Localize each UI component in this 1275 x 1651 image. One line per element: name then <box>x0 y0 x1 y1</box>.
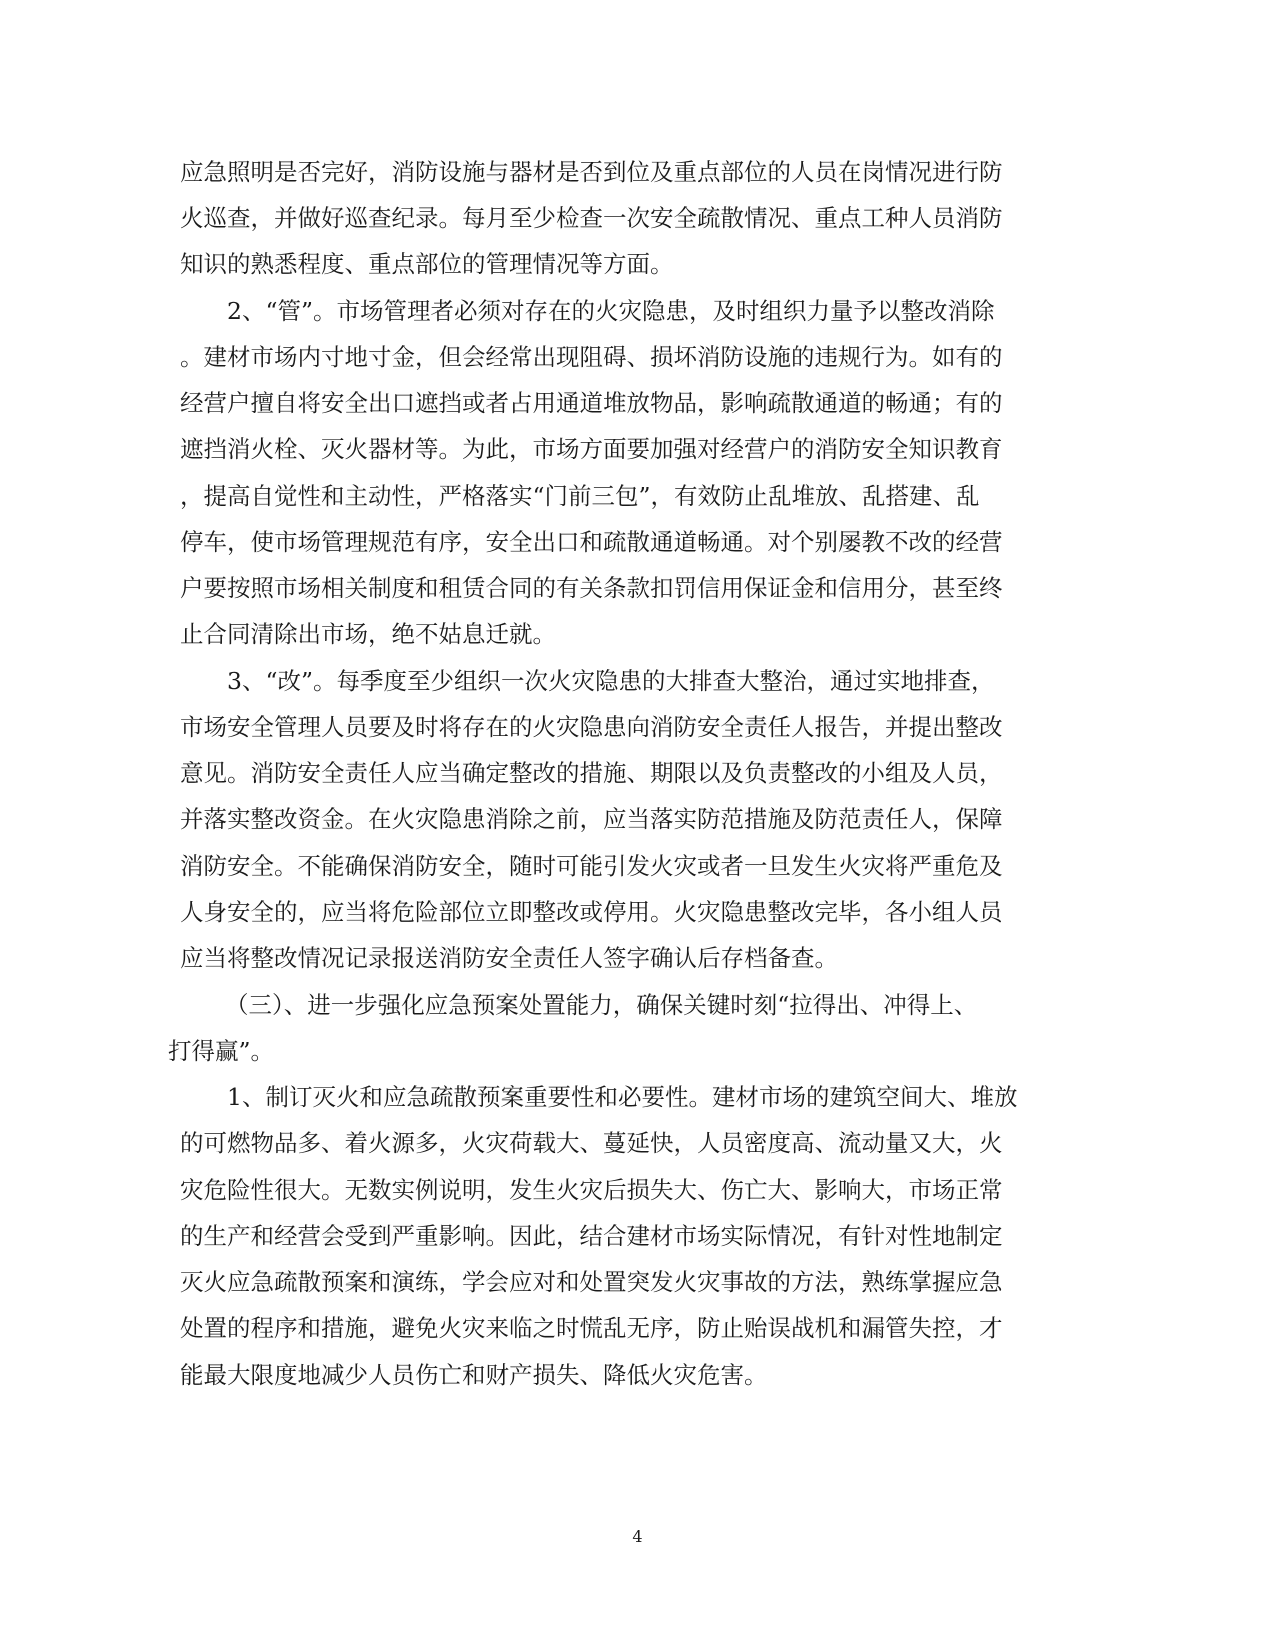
text-line: 2、“管”。市场管理者必须对存在的火灾隐患，及时组织力量予以整改消除 <box>227 297 995 325</box>
text-line: 人身安全的，应当将危险部位立即整改或停用。火灾隐患整改完毕，各小组人员 <box>180 898 1003 926</box>
text-line: 应当将整改情况记录报送消防安全责任人签字确认后存档备查。 <box>180 944 838 972</box>
text-line: 户要按照市场相关制度和租赁合同的有关条款扣罚信用保证金和信用分，甚至终 <box>180 574 1003 602</box>
section-heading-line: （三）、进一步强化应急预案处置能力，确保关键时刻“拉得出、冲得上、 <box>225 991 978 1019</box>
text-line: 的可燃物品多、着火源多，火灾荷载大、蔓延快，人员密度高、流动量又大，火 <box>180 1129 1003 1157</box>
text-line: 止合同清除出市场，绝不姑息迁就。 <box>180 620 556 648</box>
text-line: 的生产和经营会受到严重影响。因此，结合建材市场实际情况，有针对性地制定 <box>180 1222 1003 1250</box>
text-line: 1、制订灭火和应急疏散预案重要性和必要性。建材市场的建筑空间大、堆放 <box>227 1083 1018 1111</box>
text-line: 并落实整改资金。在火灾隐患消除之前，应当落实防范措施及防范责任人，保障 <box>180 805 1003 833</box>
text-line: 意见。消防安全责任人应当确定整改的措施、期限以及负责整改的小组及人员， <box>180 759 1003 787</box>
text-line: 遮挡消火栓、灭火器材等。为此，市场方面要加强对经营户的消防安全知识教育 <box>180 435 1003 463</box>
text-line: 市场安全管理人员要及时将存在的火灾隐患向消防安全责任人报告，并提出整改 <box>180 713 1003 741</box>
text-line: 应急照明是否完好，消防设施与器材是否到位及重点部位的人员在岗情况进行防 <box>180 158 1003 186</box>
page-number: 4 <box>632 1527 643 1546</box>
text-line: 知识的熟悉程度、重点部位的管理情况等方面。 <box>180 250 674 278</box>
text-line: 灭火应急疏散预案和演练，学会应对和处置突发火灾事故的方法，熟练掌握应急 <box>180 1268 1003 1296</box>
text-line: 经营户擅自将安全出口遮挡或者占用通道堆放物品，影响疏散通道的畅通；有的 <box>180 389 1003 417</box>
text-line: 停车，使市场管理规范有序，安全出口和疏散通道畅通。对个别屡教不改的经营 <box>180 528 1003 556</box>
text-line: 能最大限度地减少人员伤亡和财产损失、降低火灾危害。 <box>180 1361 768 1389</box>
text-line: 火巡查，并做好巡查纪录。每月至少检查一次安全疏散情况、重点工种人员消防 <box>180 204 1003 232</box>
text-line: 3、“改”。每季度至少组织一次火灾隐患的大排查大整治，通过实地排查， <box>227 667 995 695</box>
text-line: 。建材市场内寸地寸金，但会经常出现阻碍、损坏消防设施的违规行为。如有的 <box>180 343 1003 371</box>
text-line: 消防安全。不能确保消防安全，随时可能引发火灾或者一旦发生火灾将严重危及 <box>180 852 1003 880</box>
text-line: 处置的程序和措施，避免火灾来临之时慌乱无序，防止贻误战机和漏管失控，才 <box>180 1314 1003 1342</box>
text-line: ，提高自觉性和主动性，严格落实“门前三包”，有效防止乱堆放、乱搭建、乱 <box>180 482 980 510</box>
text-line: 灾危险性很大。无数实例说明，发生火灾后损失大、伤亡大、影响大，市场正常 <box>180 1176 1003 1204</box>
section-heading-line: 打得赢”。 <box>168 1037 275 1065</box>
